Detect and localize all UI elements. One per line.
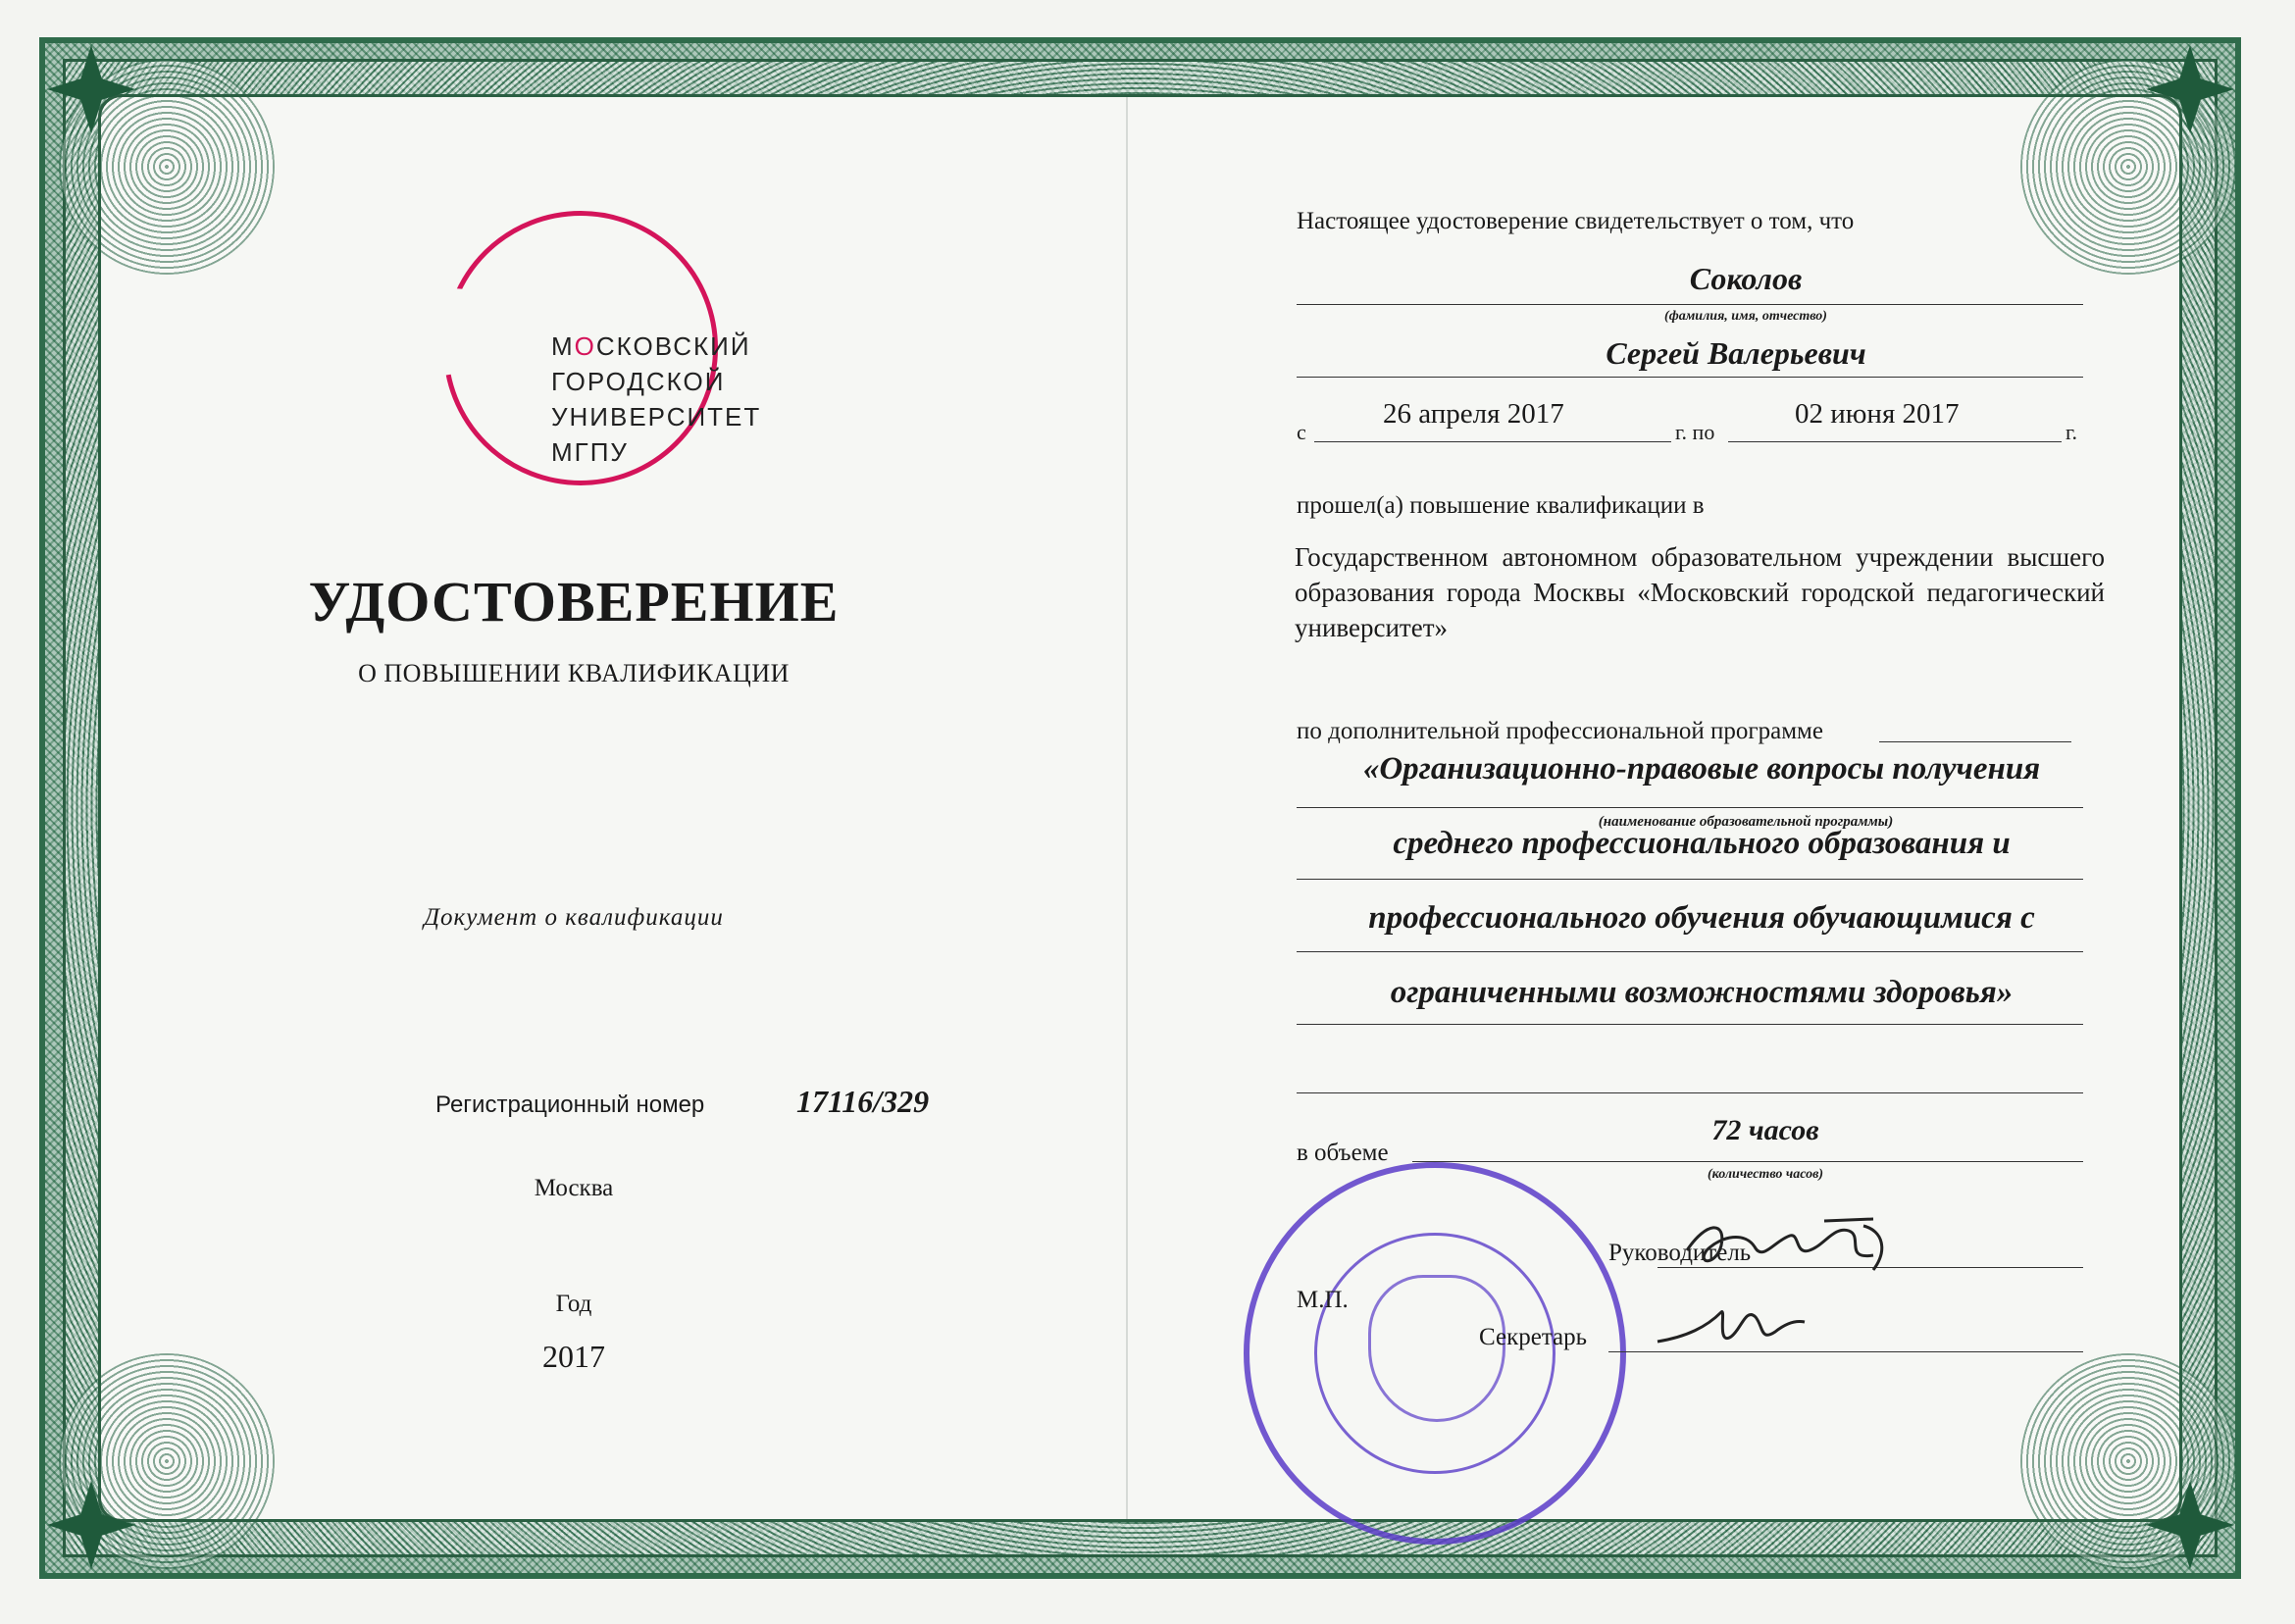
head-signature xyxy=(1677,1211,1912,1280)
given-names-underline xyxy=(1297,377,2083,378)
head-label: Руководитель xyxy=(1608,1240,1752,1266)
issue-city: Москва xyxy=(534,1175,614,1201)
program-caption: (наименование образовательной программы) xyxy=(1598,814,1894,830)
date-from: 26 апреля 2017 xyxy=(1383,398,1564,430)
logo-line: МОСКОВСКИЙ xyxy=(551,331,751,361)
program-underline xyxy=(1297,807,2083,808)
issue-year: 2017 xyxy=(542,1339,605,1374)
certificate-subtitle: О ПОВЫШЕНИИ КВАЛИФИКАЦИИ xyxy=(358,659,790,687)
program-underline xyxy=(1297,879,2083,880)
logo-line: УНИВЕРСИТЕТ xyxy=(551,402,762,431)
document-type: Документ о квалификации xyxy=(424,904,724,931)
registration-number: 17116/329 xyxy=(796,1084,930,1119)
hours-underline xyxy=(1412,1161,2083,1162)
date-from-prefix: с xyxy=(1297,420,1306,444)
logo-line: ГОРОДСКОЙ xyxy=(551,367,726,396)
date-to-underline xyxy=(1728,441,2062,442)
program-line: ограниченными возможностями здоровья» xyxy=(1390,975,2014,1010)
program-line: «Организационно-правовые вопросы получения xyxy=(1362,751,2041,787)
program-line: профессионального обучения обучающимися с xyxy=(1368,900,2035,936)
date-end-text: г. xyxy=(2066,420,2078,444)
date-to: 02 июня 2017 xyxy=(1795,398,1960,430)
year-label: Год xyxy=(555,1291,592,1317)
registration-label: Регистрационный номер xyxy=(435,1091,705,1118)
logo-line: МГПУ xyxy=(551,437,629,467)
mp-label: М.П. xyxy=(1297,1287,1349,1313)
intro-text: Настоящее удостоверение свидетельствует о том, что xyxy=(1297,208,1855,234)
secretary-label: Секретарь xyxy=(1479,1324,1588,1350)
program-line: среднего профессионального образования и xyxy=(1393,826,2011,861)
blank-underline xyxy=(1297,1092,2083,1093)
hours-value: 72 часов xyxy=(1711,1114,1819,1146)
date-from-underline xyxy=(1314,441,1671,442)
secretary-signature xyxy=(1648,1293,1824,1361)
logo-line-rest: СКОВСКИЙ xyxy=(595,331,751,361)
hours-caption: (количество часов) xyxy=(1707,1167,1824,1182)
volume-label: в объеме xyxy=(1297,1140,1389,1166)
program-label: по дополнительной профессиональной программе xyxy=(1297,718,1823,744)
program-label-underline xyxy=(1879,741,2071,742)
name-caption: (фамилия, имя, отчество) xyxy=(1664,309,1827,324)
date-mid-text: г. по xyxy=(1675,420,1715,444)
given-names: Сергей Валерьевич xyxy=(1606,335,1866,371)
name-underline xyxy=(1297,304,2083,305)
certificate-title: УДОСТОВЕРЕНИЕ xyxy=(308,570,840,634)
program-underline xyxy=(1297,1024,2083,1025)
university-logo xyxy=(551,329,767,470)
surname: Соколов xyxy=(1689,261,1803,296)
institution-name: Государственном автономном образовательном учреждении высшего образования города Москвы «Московский городской педагогический университет» xyxy=(1295,542,2105,642)
program-underline xyxy=(1297,951,2083,952)
passed-text: прошел(а) повышение квалификации в xyxy=(1297,492,1705,519)
